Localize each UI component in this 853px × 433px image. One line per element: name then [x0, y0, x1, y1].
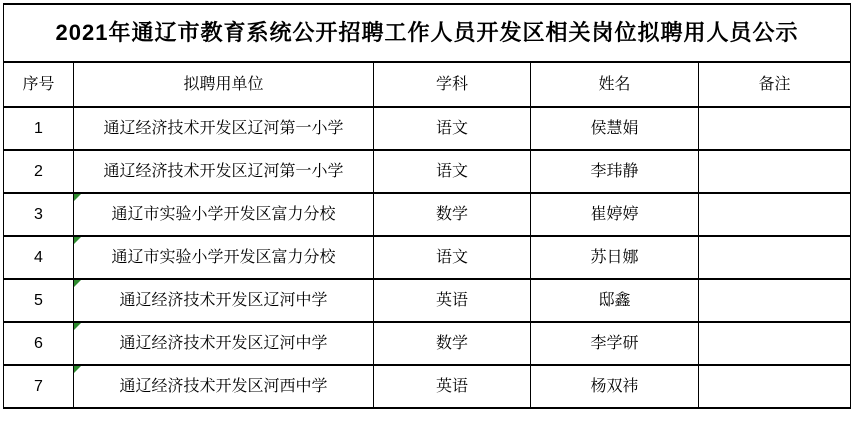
cell-no: 7	[4, 365, 74, 408]
cell-remark	[699, 279, 851, 322]
cell-unit	[74, 322, 374, 365]
cell-unit	[74, 279, 374, 322]
cell-no: 5	[4, 279, 74, 322]
table-row	[4, 236, 851, 279]
cell-unit	[74, 150, 374, 193]
green-corner-marker-icon	[74, 323, 81, 330]
cell-subject: 英语	[374, 365, 531, 408]
table-row	[4, 193, 851, 236]
cell-subject: 数学	[374, 322, 531, 365]
cell-name: 李学研	[531, 322, 699, 365]
table-header-row	[4, 62, 851, 107]
cell-remark	[699, 236, 851, 279]
cell-no: 1	[4, 107, 74, 150]
header-cell-subject: 学科	[374, 62, 531, 107]
table-row	[4, 107, 851, 150]
cell-unit-text: 通辽经济技术开发区河西中学	[119, 377, 328, 395]
cell-subject: 英语	[374, 279, 531, 322]
cell-no: 4	[4, 236, 74, 279]
cell-subject: 语文	[374, 107, 531, 150]
table-row	[4, 150, 851, 193]
table-row	[4, 279, 851, 322]
cell-unit-text: 通辽经济技术开发区辽河中学	[119, 291, 328, 309]
cell-remark	[699, 322, 851, 365]
cell-subject: 数学	[374, 193, 531, 236]
cell-no: 3	[4, 193, 74, 236]
cell-unit	[74, 193, 374, 236]
cell-subject: 语文	[374, 150, 531, 193]
header-cell-remark: 备注	[699, 62, 851, 107]
green-corner-marker-icon	[74, 280, 81, 287]
green-corner-marker-icon	[74, 237, 81, 244]
page-title: 2021年通辽市教育系统公开招聘工作人员开发区相关岗位拟聘用人员公示	[4, 4, 851, 62]
cell-unit-text: 通辽经济技术开发区辽河第一小学	[103, 119, 344, 137]
header-cell-no: 序号	[4, 62, 74, 107]
cell-remark	[699, 365, 851, 408]
green-corner-marker-icon	[74, 194, 81, 201]
cell-name: 侯慧娟	[531, 107, 699, 150]
cell-name: 崔婷婷	[531, 193, 699, 236]
table-row	[4, 322, 851, 365]
hiring-publicity-table	[3, 3, 851, 409]
cell-unit-text: 通辽经济技术开发区辽河第一小学	[103, 162, 344, 180]
cell-name: 苏日娜	[531, 236, 699, 279]
green-corner-marker-icon	[74, 366, 81, 373]
cell-remark	[699, 107, 851, 150]
header-cell-unit: 拟聘用单位	[74, 62, 374, 107]
cell-name: 杨双祎	[531, 365, 699, 408]
cell-subject: 语文	[374, 236, 531, 279]
title-row	[4, 4, 851, 62]
table-row	[4, 365, 851, 408]
header-cell-name: 姓名	[531, 62, 699, 107]
announcement-sheet	[3, 3, 850, 409]
cell-unit-text: 通辽市实验小学开发区富力分校	[111, 205, 336, 223]
cell-no: 6	[4, 322, 74, 365]
cell-unit	[74, 365, 374, 408]
cell-name: 李玮静	[531, 150, 699, 193]
cell-unit-text: 通辽市实验小学开发区富力分校	[111, 248, 336, 266]
cell-unit	[74, 107, 374, 150]
cell-remark	[699, 193, 851, 236]
cell-name: 邸鑫	[531, 279, 699, 322]
cell-unit	[74, 236, 374, 279]
cell-remark	[699, 150, 851, 193]
cell-no: 2	[4, 150, 74, 193]
cell-unit-text: 通辽经济技术开发区辽河中学	[119, 334, 328, 352]
